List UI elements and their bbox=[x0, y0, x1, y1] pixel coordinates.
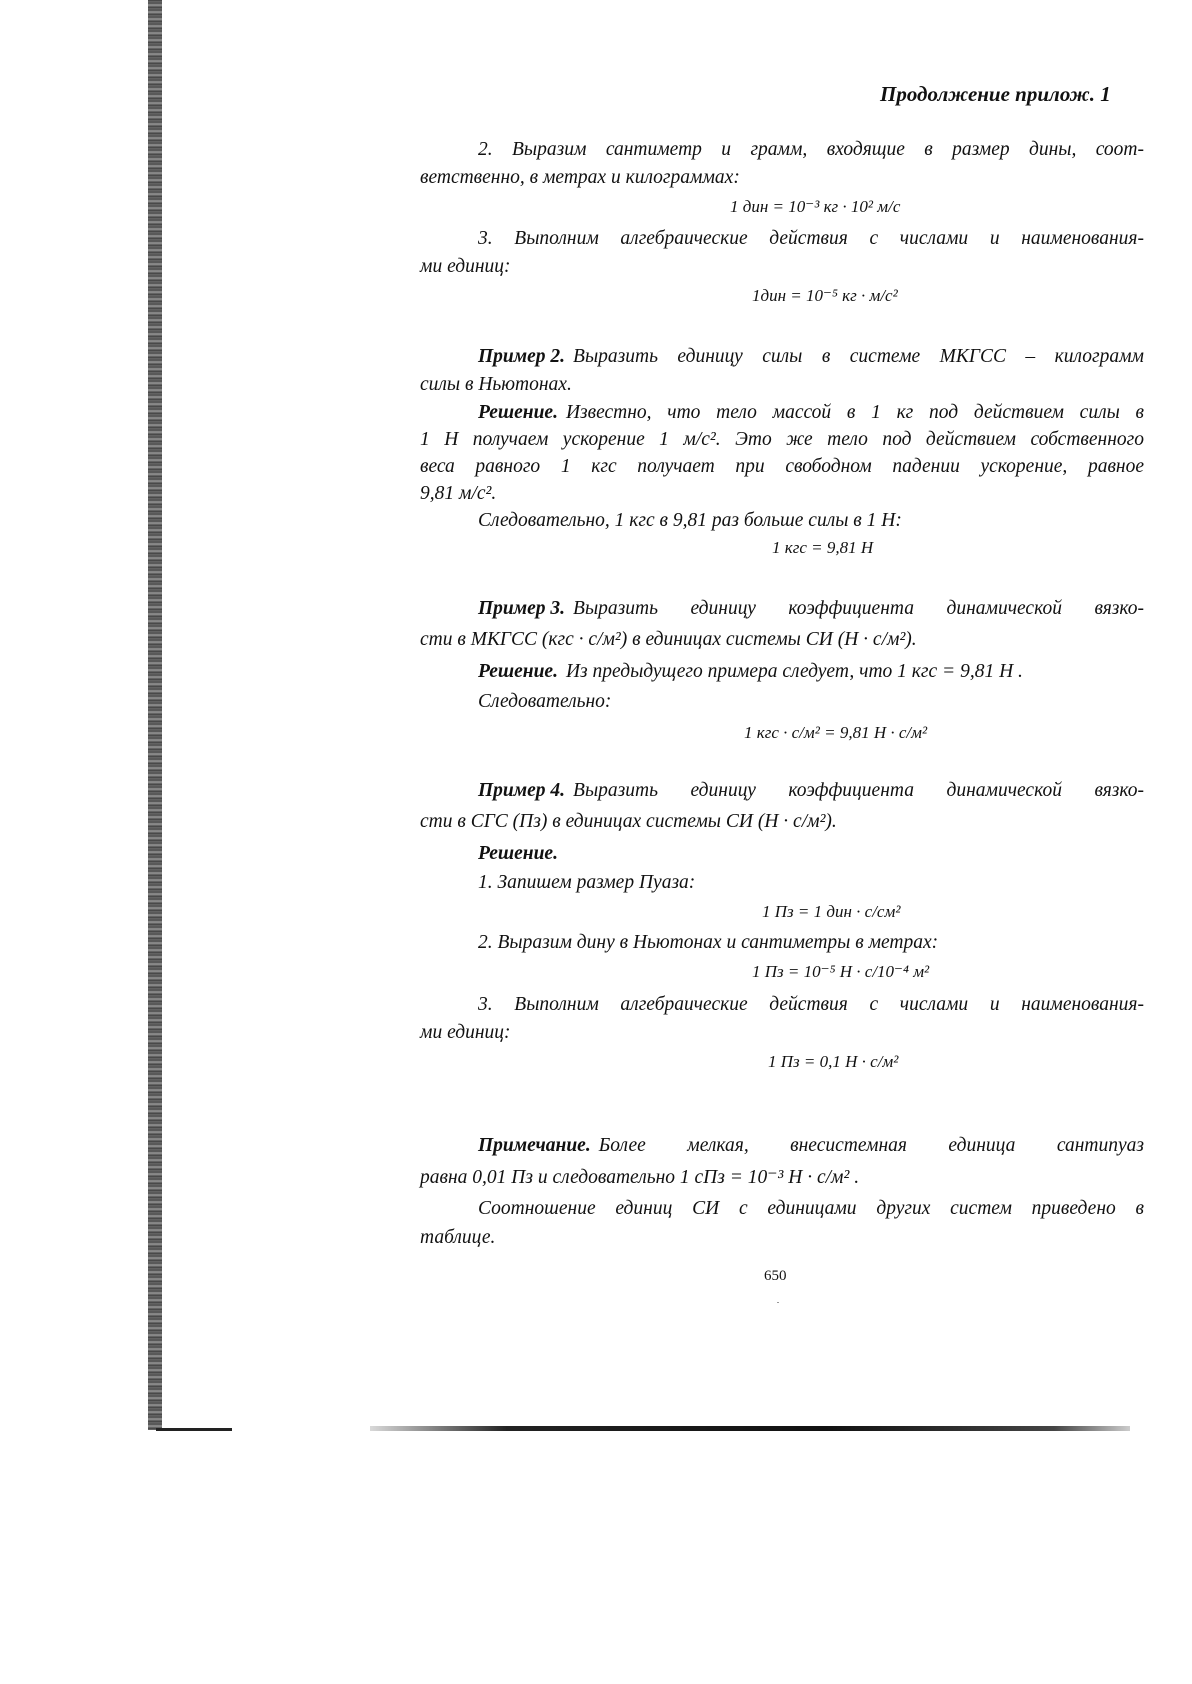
formula: 1 дин = 10⁻³ кг · 10² м/с bbox=[730, 197, 901, 216]
book-spine-shadow bbox=[148, 0, 162, 1430]
note-label: Примечание. bbox=[478, 1135, 591, 1156]
text-line: 1 Н получаем ускорение 1 м/с². Это же тело под действием собственного bbox=[420, 429, 1144, 450]
text-line: Выразить единицу силы в системе МКГСС – килограмм bbox=[573, 346, 1144, 367]
formula: 1 кгс · с/м² = 9,81 Н · с/м² bbox=[744, 723, 928, 742]
running-header: Продолжение прилож. 1 bbox=[880, 82, 1111, 106]
solution-label: Решение. bbox=[478, 661, 558, 682]
text-line: сти в МКГСС (кгс · с/м²) в единицах системы СИ (Н · с/м²). bbox=[420, 629, 917, 650]
example-label: Пример 4. bbox=[478, 780, 566, 801]
text-line: 3. Выполним алгебраические действия с числами и наименования- bbox=[478, 994, 1144, 1015]
solution-line bbox=[478, 402, 1144, 424]
text-line: 3. Выполним алгебраические действия с числами и наименования- bbox=[478, 228, 1144, 249]
text-line: 2. Выразим сантиметр и грамм, входящие в размер дины, соот- bbox=[478, 139, 1144, 160]
solution-label: Решение. bbox=[478, 843, 558, 864]
note-line bbox=[478, 1135, 1144, 1157]
page-bottom-edge bbox=[370, 1426, 1130, 1431]
example-4-title bbox=[478, 780, 1144, 802]
example-label: Пример 2. bbox=[478, 346, 566, 367]
text-line: Следовательно: bbox=[478, 691, 612, 712]
formula: 1 кгс = 9,81 Н bbox=[772, 538, 874, 557]
text-line: веса равного 1 кгс получает при свободном падении ускорение, равное bbox=[420, 456, 1144, 477]
text-line: силы в Ньютонах. bbox=[420, 374, 572, 395]
text-line: Более мелкая, внесистемная единица сантипуаз bbox=[598, 1135, 1144, 1156]
formula: 1 Пз = 0,1 Н · с/м² bbox=[768, 1052, 899, 1071]
text-line: равна 0,01 Пз и следовательно 1 сПз = 10⁻³ Н · с/м² . bbox=[420, 1167, 860, 1188]
page-number: 650 bbox=[764, 1268, 787, 1284]
text-line: Выразить единицу коэффициента динамической вязко- bbox=[573, 598, 1144, 619]
solution-label: Решение. bbox=[478, 402, 558, 423]
example-2-title bbox=[478, 346, 1144, 368]
text-line: 2. Выразим дину в Ньютонах и сантиметры в метрах: bbox=[478, 932, 939, 953]
text-line: Выразить единицу коэффициента динамической вязко- bbox=[573, 780, 1144, 801]
text-line: 1. Запишем размер Пуаза: bbox=[478, 872, 696, 893]
text-line: ми единиц: bbox=[420, 1022, 511, 1043]
text-line: ветственно, в метрах и килограммах: bbox=[420, 167, 740, 188]
solution-line bbox=[478, 661, 1023, 683]
text-line: 9,81 м/с². bbox=[420, 483, 497, 504]
text-line: ми единиц: bbox=[420, 256, 511, 277]
scan-speck bbox=[777, 1302, 779, 1303]
spine-edge-line bbox=[156, 1428, 232, 1431]
example-label: Пример 3. bbox=[478, 598, 566, 619]
formula: 1 Пз = 10⁻⁵ Н · с/10⁻⁴ м² bbox=[752, 962, 930, 981]
text-line: Из предыдущего примера следует, что 1 кгс = 9,81 Н . bbox=[565, 661, 1023, 682]
text-line: Известно, что тело массой в 1 кг под действием силы в bbox=[565, 402, 1144, 423]
text-line: Следовательно, 1 кгс в 9,81 раз больше силы в 1 Н: bbox=[478, 510, 902, 531]
formula: 1дин = 10⁻⁵ кг · м/с² bbox=[752, 286, 898, 305]
text-line: Соотношение единиц СИ с единицами других систем приведено в bbox=[478, 1198, 1144, 1219]
example-3-title bbox=[478, 598, 1144, 620]
text-line: таблице. bbox=[420, 1227, 496, 1248]
text-line: сти в СГС (Пз) в единицах системы СИ (Н · с/м²). bbox=[420, 811, 837, 832]
formula: 1 Пз = 1 дин · с/см² bbox=[762, 902, 901, 921]
